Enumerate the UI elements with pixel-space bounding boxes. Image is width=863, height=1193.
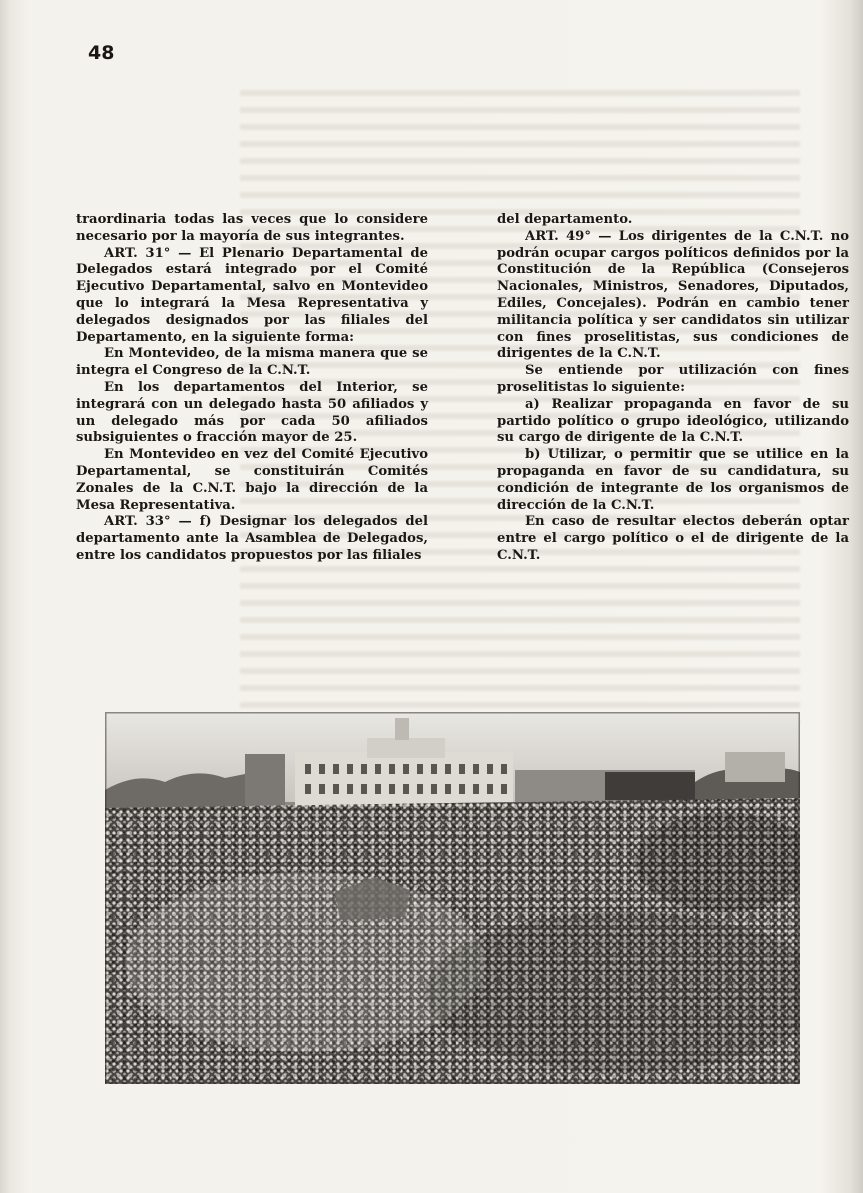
paragraph: del departamento. [497, 212, 633, 227]
crowd-photograph [105, 712, 800, 1084]
page-number: 48 [88, 42, 115, 64]
paragraph: ART. 31° — El Plenario Departamental de Delegados estará integrado por el Comité Ejecutivo Departamental, salvo en Montevideo que lo integrará la Mesa Representativa y delegados designados por las filiales del Departamento, en la siguiente forma: [76, 245, 428, 345]
right-column [497, 212, 849, 565]
paragraph: ART. 49° — Los dirigentes de la C.N.T. no podrán ocupar cargos políticos definidos por la Constitución de la República (Consejeros Nacionales, Ministros, Senadores, Diputados, Ediles, Concejales). Podrán en cambio tener militancia política y ser candidatos sin utilizar con fines proselitistas, sus condiciones de dirigentes de la C.N.T. [497, 228, 849, 362]
paragraph: ART. 33° — f) Designar los delegados del departamento ante la Asamblea de Delegados, entre los candidatos propuestos por las filiales [76, 514, 428, 563]
photo-illustration [105, 712, 800, 1084]
paragraph: a) Realizar propaganda en favor de su partido político o grupo ideológico, utilizando su cargo de dirigente de la C.N.T. [497, 396, 849, 446]
paragraph: En Montevideo, de la misma manera que se integra el Congreso de la C.N.T. [76, 346, 428, 379]
paragraph: Se entiende por utilización con fines proselitistas lo siguiente: [497, 363, 849, 395]
paragraph: En Montevideo en vez del Comité Ejecutivo Departamental, se constituirán Comités Zonales de la C.N.T. bajo la dirección de la Mesa Representativa. [76, 447, 428, 513]
paragraph: En caso de resultar electos deberán optar entre el cargo político o el de dirigente de la C.N.T. [497, 514, 849, 563]
paragraph: b) Utilizar, o permitir que se utilice en la propaganda en favor de su candidatura, su condición de integrante de los organismos de dirección de la C.N.T. [497, 447, 849, 513]
paragraph: traordinaria todas las veces que lo considere necesario por la mayoría de sus integrantes. [76, 212, 428, 244]
paragraph: En los departamentos del Interior, se integrará con un delegado hasta 50 afiliados y un delegado más por cada 50 afiliados subsiguientes o fracción mayor de 25. [76, 379, 428, 446]
left-column [76, 212, 428, 565]
